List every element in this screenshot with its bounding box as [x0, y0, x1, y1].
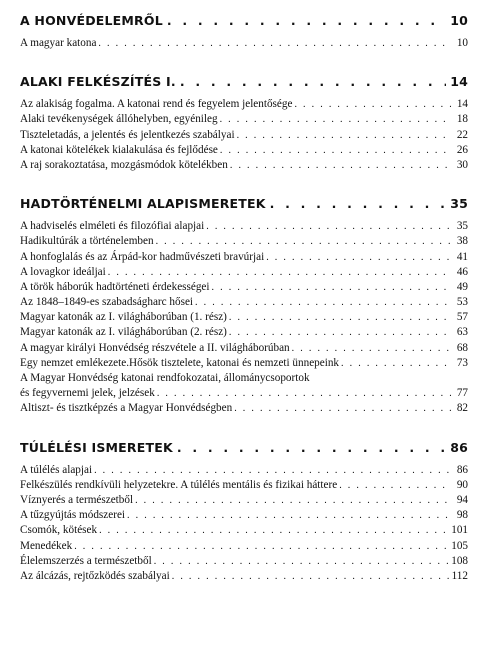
entry-title: Az álcázás, rejtőzködés szabályai	[20, 569, 170, 582]
toc-entry[interactable]	[20, 523, 468, 538]
entry-title: Altiszt- és tisztképzés a Magyar Honvédségben	[20, 402, 233, 415]
entry-title: Magyar katonák az I. világháborúban (2. rész)	[20, 326, 227, 339]
entry-page-number: 41	[456, 250, 468, 263]
toc-entry[interactable]	[20, 143, 468, 158]
entry-title: A tűzgyújtás módszerei	[20, 509, 126, 522]
toc-entry[interactable]	[20, 158, 468, 173]
entry-title: Egy nemzet emlékezete.Hősök tisztelete, katonai és nemzeti ünnepeink	[20, 356, 340, 369]
dot-leader	[157, 386, 451, 401]
toc-entry[interactable]	[20, 539, 468, 554]
entry-title: A lovagkor ideáljai	[20, 265, 106, 278]
entry-page-number: 63	[456, 326, 468, 339]
dot-leader	[98, 36, 451, 51]
entry-page-number: 49	[456, 280, 468, 293]
toc-entry[interactable]	[20, 508, 468, 523]
dot-leader	[266, 250, 451, 265]
section-heading[interactable]	[20, 195, 468, 213]
dot-leader	[172, 569, 449, 584]
toc-entry[interactable]	[20, 463, 468, 478]
entry-page-number: 82	[456, 402, 468, 415]
entry-page-number: 112	[451, 569, 468, 582]
entry-page-number: 18	[456, 113, 468, 126]
dot-leader	[229, 310, 451, 325]
entry-title: Csomók, kötések	[20, 524, 98, 537]
entry-title: Az 1848–1849-es szabadságharc hősei	[20, 296, 194, 309]
dot-leader	[94, 463, 451, 478]
section-title: A HONVÉDELEMRŐL	[20, 13, 163, 28]
dot-leader	[167, 12, 446, 30]
entry-title: Az alakiság fogalma. A katonai rend és fegyelem jelentősége	[20, 98, 293, 111]
toc-section	[20, 12, 468, 51]
toc-entry[interactable]	[20, 325, 468, 340]
section-heading[interactable]	[20, 73, 468, 91]
dot-leader	[127, 508, 451, 523]
entry-list	[20, 219, 468, 416]
entry-title-continuation: és fegyvernemi jelek, jelzések	[20, 387, 155, 400]
toc-entry[interactable]	[20, 295, 468, 310]
dot-leader	[229, 325, 451, 340]
dot-leader	[220, 112, 451, 127]
entry-page-number: 22	[456, 128, 468, 141]
entry-page-number: 14	[456, 98, 468, 111]
entry-page-number: 35	[456, 220, 468, 233]
entry-page-number: 108	[451, 554, 468, 567]
toc-entry[interactable]	[20, 386, 468, 401]
entry-title: A magyar katona	[20, 37, 97, 49]
entry-page-number: 94	[456, 493, 468, 506]
toc-entry[interactable]	[20, 569, 468, 584]
entry-title: Magyar katonák az I. világháborúban (1. rész)	[20, 311, 227, 324]
entry-page-number: 77	[456, 387, 468, 400]
entry-title: A török háborúk hadtörténeti érdekességei	[20, 280, 210, 293]
entry-page-number: 98	[456, 509, 468, 522]
entry-title: Felkészülés rendkívüli helyzetekre. A túlélés mentális és fizikai háttere	[20, 478, 338, 491]
entry-title: Víznyerés a természetből	[20, 493, 134, 506]
entry-title: A magyar királyi Honvédség részvétele a II. világháborúban	[20, 341, 290, 354]
section-title: TÚLÉLÉSI ISMERETEK	[20, 439, 173, 455]
toc-entry[interactable]	[20, 493, 468, 508]
entry-title: A hadviselés elméleti és filozófiai alapjai	[20, 220, 205, 233]
dot-leader	[156, 234, 451, 249]
dot-leader	[195, 295, 451, 310]
dot-leader	[99, 523, 448, 538]
entry-title: Tiszteletadás, a jelentés és jelentkezés szabályai	[20, 128, 235, 141]
section-page-number: 10	[450, 13, 468, 28]
entry-title: A raj sorakoztatása, mozgásmódok kötelékben	[20, 158, 228, 171]
section-page-number: 86	[450, 439, 468, 455]
entry-title: Alaki tevékenységek állóhelyben, egyénileg	[20, 113, 218, 126]
entry-title: A katonai kötelékek kialakulása és fejlődése	[20, 143, 218, 156]
entry-title: Hadikultúrák a történelemben	[20, 235, 154, 248]
dot-leader	[270, 195, 447, 213]
toc-entry[interactable]	[20, 401, 468, 416]
dot-leader	[230, 158, 451, 173]
toc-entry[interactable]	[20, 280, 468, 295]
entry-list	[20, 97, 468, 173]
dot-leader	[177, 439, 446, 457]
section-heading[interactable]	[20, 12, 468, 30]
entry-title: Menedékek	[20, 539, 73, 552]
entry-page-number: 73	[456, 356, 468, 369]
toc-entry[interactable]	[20, 234, 468, 249]
entry-page-number: 26	[456, 143, 468, 156]
entry-page-number: 30	[456, 158, 468, 171]
toc-entry[interactable]	[20, 554, 468, 569]
entry-page-number: 57	[456, 311, 468, 324]
dot-leader	[341, 356, 451, 371]
dot-leader	[237, 128, 451, 143]
entry-page-number: 38	[456, 235, 468, 248]
toc-section	[20, 439, 468, 585]
dot-leader	[154, 554, 449, 569]
dot-leader	[339, 478, 451, 493]
section-heading[interactable]	[20, 439, 468, 457]
entry-page-number: 86	[456, 463, 468, 476]
toc-entry[interactable]	[20, 341, 468, 356]
toc-entry[interactable]	[20, 219, 468, 234]
toc-entry[interactable]	[20, 36, 468, 51]
entry-title: A Magyar Honvédség katonai rendfokozatai, állománycsoportok	[20, 372, 310, 384]
toc-entry-first-line[interactable]	[20, 371, 468, 386]
dot-leader	[135, 493, 451, 508]
dot-leader	[180, 73, 446, 91]
entry-title: A túlélés alapjai	[20, 463, 93, 476]
entry-title: A honfoglalás és az Árpád-kor hadművészeti bravúrjai	[20, 250, 265, 263]
entry-title: Élelemszerzés a természetből	[20, 554, 152, 567]
toc-entry[interactable]	[20, 112, 468, 127]
toc-entry[interactable]	[20, 128, 468, 143]
section-page-number: 35	[450, 196, 468, 212]
toc-entry[interactable]	[20, 478, 468, 493]
dot-leader	[212, 280, 451, 295]
entry-list	[20, 463, 468, 585]
dot-leader	[294, 97, 451, 112]
entry-page-number: 10	[456, 37, 468, 49]
toc-section	[20, 195, 468, 416]
table-of-contents	[20, 12, 468, 584]
toc-entry[interactable]	[20, 265, 468, 280]
dot-leader	[74, 539, 448, 554]
entry-list	[20, 36, 468, 51]
entry-page-number: 101	[451, 524, 468, 537]
section-title: ALAKI FELKÉSZÍTÉS I.	[20, 74, 176, 90]
dot-leader	[220, 143, 451, 158]
section-title: HADTÖRTÉNELMI ALAPISMERETEK	[20, 196, 266, 212]
entry-page-number: 53	[456, 296, 468, 309]
toc-entry[interactable]	[20, 97, 468, 112]
entry-page-number: 90	[456, 478, 468, 491]
toc-entry[interactable]	[20, 356, 468, 371]
entry-page-number: 46	[456, 265, 468, 278]
dot-leader	[206, 219, 451, 234]
dot-leader	[234, 401, 451, 416]
section-page-number: 14	[450, 74, 468, 90]
dot-leader	[108, 265, 451, 280]
toc-entry[interactable]	[20, 250, 468, 265]
toc-entry[interactable]	[20, 310, 468, 325]
entry-page-number: 68	[456, 341, 468, 354]
entry-page-number: 105	[451, 539, 468, 552]
dot-leader	[292, 341, 451, 356]
toc-section	[20, 73, 468, 173]
